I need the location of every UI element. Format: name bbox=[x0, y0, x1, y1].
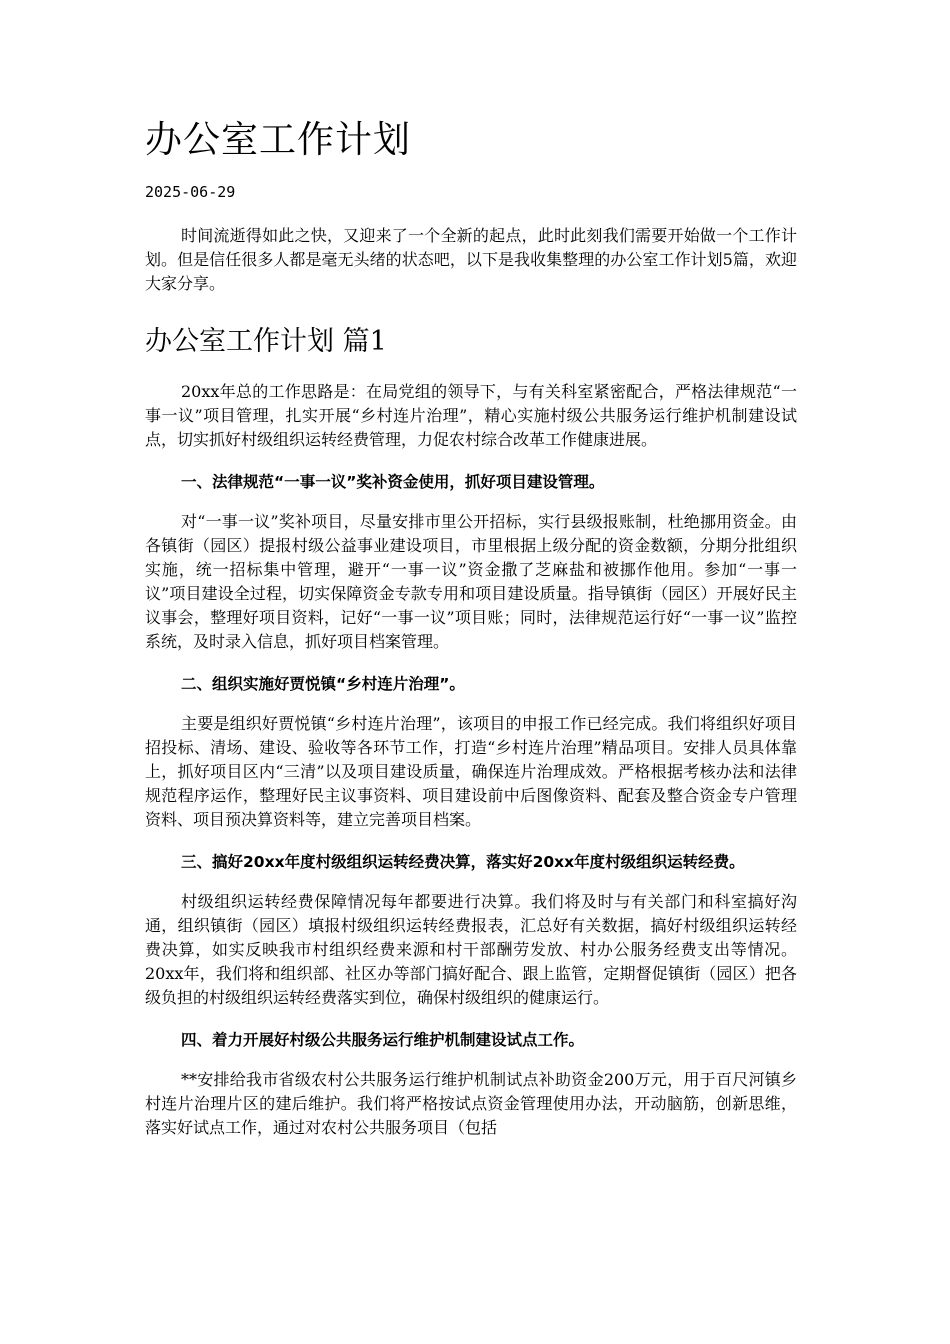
document-date: 2025-06-29 bbox=[145, 183, 236, 201]
lead-paragraph: 20xx年总的工作思路是：在局党组的领导下，与有关科室紧密配合，严格法律规范“一事一议”项目管理，扎实开展“乡村连片治理”，精心实施村级公共服务运行维护机制建设试点，切实抓好村级组织运转经费管理，力促农村综合改革工作健康进展。 bbox=[145, 382, 797, 449]
item-heading-1: 一、法律规范“一事一议”奖补资金使用，抓好项目建设管理。 bbox=[181, 473, 605, 491]
item-body-4: **安排给我市省级农村公共服务运行维护机制试点补助资金200万元，用于百尺河镇乡村连片治理片区的建后维护。我们将严格按试点资金管理使用办法，开动脑筋，创新思维，落实好试点工作，通过对农村公共服务项目（包括 bbox=[145, 1070, 797, 1137]
item-heading-4: 四、着力开展好村级公共服务运行维护机制建设试点工作。 bbox=[181, 1031, 585, 1049]
item-body-3: 村级组织运转经费保障情况每年都要进行决算。我们将及时与有关部门和科室搞好沟通，组织镇街（园区）填报村级组织运转经费报表，汇总好有关数据，搞好村级组织运转经费决算，如实反映我市村组织经费来源和村干部酬劳发放、村办公服务经费支出等情况。20xx年，我们将和组织部、社区办等部门搞好配合、跟上监管，定期督促镇街（园区）把各级负担的村级组织运转经费落实到位，确保村级组织的健康运行。 bbox=[145, 892, 797, 1007]
section-title: 办公室工作计划 篇1 bbox=[145, 326, 387, 357]
item-heading-3: 三、搞好20xx年度村级组织运转经费决算，落实好20xx年度村级组织运转经费。 bbox=[181, 853, 745, 871]
item-heading-2: 二、组织实施好贾悦镇“乡村连片治理”。 bbox=[181, 675, 465, 693]
document-page bbox=[145, 112, 797, 1140]
item-body-2: 主要是组织好贾悦镇“乡村连片治理”，该项目的申报工作已经完成。我们将组织好项目招投标、清场、建设、验收等各环节工作，打造“乡村连片治理”精品项目。安排人员具体靠上，抓好项目区内“三清”以及项目建设质量，确保连片治理成效。严格根据考核办法和法律规范程序运作，整理好民主议事资料、项目建设前中后图像资料、配套及整合资金专户管理资料、项目预决算资料等，建立完善项目档案。 bbox=[145, 714, 797, 829]
intro-paragraph: 时间流逝得如此之快，又迎来了一个全新的起点，此时此刻我们需要开始做一个工作计划。但是信任很多人都是毫无头绪的状态吧，以下是我收集整理的办公室工作计划5篇，欢迎大家分享。 bbox=[145, 226, 797, 293]
item-body-1: 对“一事一议”奖补项目，尽量安排市里公开招标，实行县级报账制，杜绝挪用资金。由各镇街（园区）提报村级公益事业建设项目，市里根据上级分配的资金数额，分期分批组织实施，统一招标集中管理，避开“一事一议”资金撒了芝麻盐和被挪作他用。参加“一事一议”项目建设全过程，切实保障资金专款专用和项目建设质量。指导镇街（园区）开展好民主议事会，整理好项目资料，记好“一事一议”项目账；同时，法律规范运行好“一事一议”监控系统，及时录入信息，抓好项目档案管理。 bbox=[145, 512, 797, 651]
document-title: 办公室工作计划 bbox=[145, 118, 411, 161]
